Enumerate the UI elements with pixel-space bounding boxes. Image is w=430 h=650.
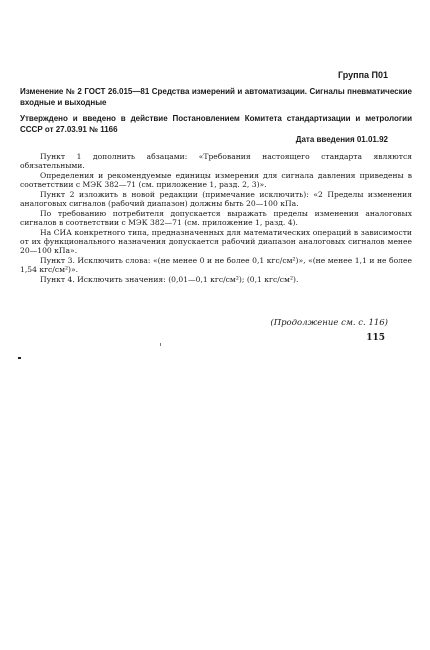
continuation-note: (Продолжение см. с. 116) <box>270 318 388 328</box>
paragraph: Пункт 2 изложить в новой редакции (примечание исключить): «2 Пределы изменения аналоговых сигналов (рабочий диапазон) должны быть 20—100 кПа. <box>20 190 412 208</box>
paragraph: Определения и рекомендуемые единицы измерения для сигнала давления приведены в соответствии с МЭК 382—71 (см. приложение 1, разд. 2, 3)». <box>20 171 412 189</box>
approval-statement: Утверждено и введено в действие Постановлением Комитета стандартизации и метрологии СССР от 27.03.91 № 1166 <box>20 114 412 134</box>
page-number: 115 <box>366 333 385 343</box>
paragraph: Пункт 3. Исключить слова: «(не менее 0 и не более 0,1 кгс/см²)», «(не менее 1,1 и не более 1,54 кгс/см²)». <box>20 256 412 274</box>
scan-speck <box>160 343 161 346</box>
paragraph: На СИА конкретного типа, предназначенных для математических операций в зависимости от их функционального назначения допускается рабочий диапазон аналоговых сигналов менее 20—100 кПа». <box>20 228 412 255</box>
paragraph: По требованию потребителя допускается выражать пределы изменения аналоговых сигналов в соответствии с МЭК 382—71 (см. приложение 1, разд. 4). <box>20 209 412 227</box>
scan-speck <box>18 357 21 359</box>
group-code: Группа П01 <box>337 70 388 80</box>
paragraph: Пункт 1 дополнить абзацами: «Требования настоящего стандарта являются обязательными. <box>20 152 412 170</box>
paragraph: Пункт 4. Исключить значения: (0,01—0,1 кгс/см²); (0,1 кгс/см²). <box>40 275 299 284</box>
effective-date: Дата введения 01.01.92 <box>295 135 388 144</box>
amendment-body <box>20 152 412 285</box>
amendment-title: Изменение № 2 ГОСТ 26.015—81 Средства измерений и автоматизации. Сигналы пневматические входные и выходные <box>20 87 412 107</box>
